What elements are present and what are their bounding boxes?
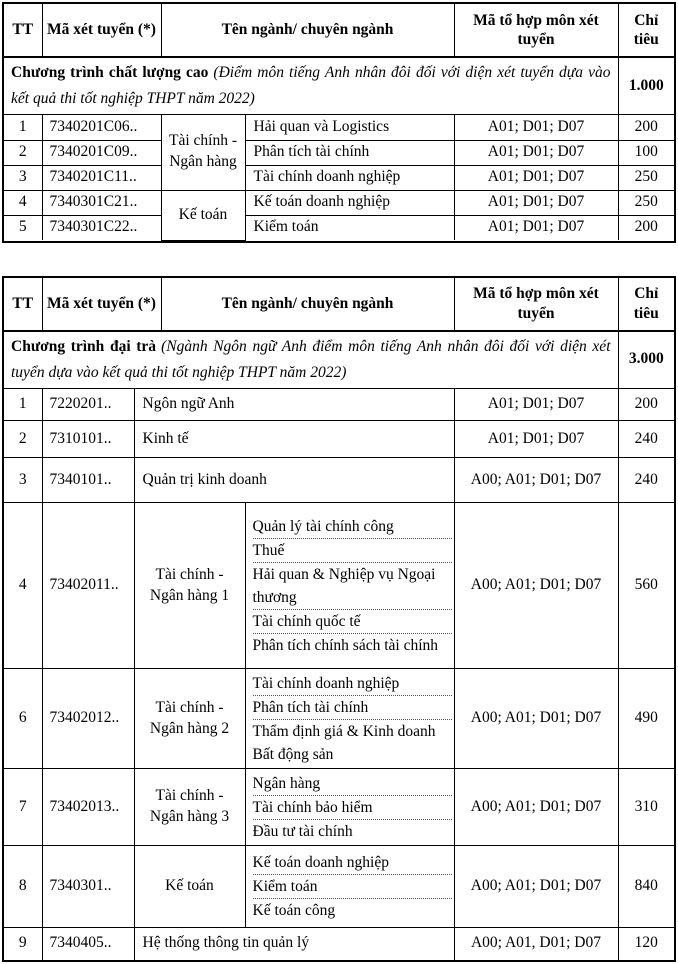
spec-item: Tài chính bảo hiểm — [253, 796, 452, 820]
cell-specializations — [245, 503, 454, 669]
cell-code: 7340201C11.. — [42, 165, 161, 190]
cell-specialization: Kế toán doanh nghiệp — [245, 190, 454, 215]
cell-combo: A00; A01; D01; D07 — [454, 458, 618, 503]
table-row — [4, 115, 674, 140]
cell-combo: A00; A01; D01; D07 — [454, 669, 618, 769]
cell-major-group: Kế toán — [161, 190, 245, 240]
cell-major-name: Ngôn ngữ Anh — [134, 389, 454, 421]
table-row — [4, 503, 674, 669]
cell-combo: A01; D01; D07 — [454, 165, 618, 190]
cell-quota: 240 — [618, 421, 674, 458]
cell-combo: A01; D01; D07 — [454, 140, 618, 165]
cell-major-group: Tài chính - Ngân hàng — [161, 115, 245, 190]
cell-quota: 560 — [618, 503, 674, 669]
cell-combo: A00; A01; D01; D07 — [454, 846, 618, 928]
program-quota: 3.000 — [618, 331, 674, 389]
cell-specialization: Kiểm toán — [245, 215, 454, 240]
cell-tt: 6 — [4, 669, 42, 769]
cell-tt: 9 — [4, 928, 42, 960]
cell-tt: 3 — [4, 458, 42, 503]
cell-quota: 250 — [618, 165, 674, 190]
spec-item: Phân tích tài chính — [253, 696, 452, 720]
cell-code: 7340405.. — [42, 928, 134, 960]
cell-major-group: Tài chính - Ngân hàng 3 — [134, 769, 245, 846]
spec-item: Thẩm định giá & Kinh doanh Bất động sản — [252, 722, 436, 763]
cell-combo: A00; A01; D01; D07 — [454, 503, 618, 669]
spec-item: Kế toán doanh nghiệp — [253, 851, 452, 875]
cell-specializations — [245, 846, 454, 928]
spec-item: Phân tích chính sách tài chính — [252, 636, 439, 654]
spec-item: Hải quan & Nghiệp vụ Ngoại thương — [253, 563, 452, 610]
spec-item: Ngân hàng — [253, 772, 452, 796]
cell-specialization: Phân tích tài chính — [245, 140, 454, 165]
table2-header-row — [4, 278, 674, 331]
cell-code: 7220201.. — [42, 389, 134, 421]
cell-code: 7340101.. — [42, 458, 134, 503]
cell-major-name: Hệ thống thông tin quản lý — [134, 928, 454, 960]
cell-code: 7340301.. — [42, 846, 134, 928]
table2-header-section — [4, 278, 674, 389]
cell-tt: 4 — [4, 190, 42, 215]
spec-item: Tài chính doanh nghiệp — [253, 672, 452, 696]
table2-program-row — [4, 331, 674, 389]
cell-specializations — [245, 669, 454, 769]
cell-quota: 310 — [618, 769, 674, 846]
col-header-tt: TT — [4, 4, 42, 57]
col-header-quota: Chỉ tiêu — [618, 278, 674, 331]
table-row — [4, 458, 674, 503]
cell-quota: 120 — [618, 928, 674, 960]
col-header-combo: Mã tổ hợp môn xét tuyển — [454, 278, 618, 331]
table-high-quality-program — [2, 2, 676, 243]
col-header-code: Mã xét tuyển (*) — [42, 4, 161, 57]
cell-code: 7340201C06.. — [42, 115, 161, 140]
cell-combo: A01; D01; D07 — [454, 215, 618, 240]
cell-code: 73402013.. — [42, 769, 134, 846]
cell-tt: 2 — [4, 140, 42, 165]
cell-tt: 2 — [4, 421, 42, 458]
cell-tt: 4 — [4, 503, 42, 669]
cell-major-name: Quản trị kinh doanh — [134, 458, 454, 503]
cell-combo: A00; A01; D01; D07 — [454, 769, 618, 846]
cell-code: 7340201C09.. — [42, 140, 161, 165]
cell-tt: 5 — [4, 215, 42, 240]
table-row — [4, 190, 674, 215]
table1-header-section — [4, 4, 674, 115]
spec-item: Đầu tư tài chính — [252, 822, 353, 840]
cell-tt: 1 — [4, 115, 42, 140]
cell-quota: 840 — [618, 846, 674, 928]
cell-tt: 8 — [4, 846, 42, 928]
cell-quota: 200 — [618, 389, 674, 421]
col-header-tt: TT — [4, 278, 42, 331]
cell-combo: A00; A01, D01; D07 — [454, 928, 618, 960]
cell-code: 7310101.. — [42, 421, 134, 458]
program-note: (Ngành Ngôn ngữ Anh điểm môn tiếng Anh nhân đôi đối với diện xét tuyển dựa vào kết quả thi tốt nghiệp THPT năm 2022) — [11, 337, 611, 381]
table-row — [4, 421, 674, 458]
spec-item: Quản lý tài chính công — [253, 515, 452, 539]
table-row — [4, 846, 674, 928]
table-row — [4, 165, 674, 190]
col-header-combo: Mã tổ hợp môn xét tuyển — [454, 4, 618, 57]
cell-combo: A01; D01; D07 — [454, 421, 618, 458]
cell-combo: A01; D01; D07 — [454, 389, 618, 421]
table1-program-row — [4, 57, 674, 115]
spec-item: Tài chính quốc tế — [253, 610, 452, 634]
program-name: Chương trình đại trà — [11, 337, 157, 355]
cell-quota: 200 — [618, 115, 674, 140]
col-header-code: Mã xét tuyển (*) — [42, 278, 161, 331]
table-row — [4, 928, 674, 960]
cell-tt: 1 — [4, 389, 42, 421]
spec-item: Thuế — [253, 539, 452, 563]
cell-quota: 200 — [618, 215, 674, 240]
cell-major-group: Tài chính - Ngân hàng 2 — [134, 669, 245, 769]
cell-code: 7340301C22.. — [42, 215, 161, 240]
table-row — [4, 140, 674, 165]
cell-quota: 240 — [618, 458, 674, 503]
spec-item: Kiểm toán — [253, 875, 452, 899]
cell-major-group: Tài chính - Ngân hàng 1 — [134, 503, 245, 669]
program-title-cell — [4, 331, 618, 389]
cell-major-name: Kinh tế — [134, 421, 454, 458]
col-header-name: Tên ngành/ chuyên ngành — [161, 278, 454, 331]
table-row — [4, 215, 674, 240]
table-row — [4, 769, 674, 846]
table1-body-section — [4, 115, 674, 241]
program-name: Chương trình chất lượng cao — [11, 64, 209, 81]
cell-specializations — [245, 769, 454, 846]
cell-specialization: Tài chính doanh nghiệp — [245, 165, 454, 190]
cell-combo: A01; D01; D07 — [454, 115, 618, 140]
program-note: (Điểm môn tiếng Anh nhân đôi đối với diện xét tuyển dựa vào kết quả thi tốt nghiệp THPT năm 2022) — [11, 64, 611, 107]
table-row — [4, 669, 674, 769]
spec-item: Kế toán công — [252, 902, 336, 919]
table-standard-program — [2, 276, 676, 962]
cell-tt: 7 — [4, 769, 42, 846]
table-row — [4, 389, 674, 421]
table1-header-row — [4, 4, 674, 57]
program-title-cell — [4, 57, 618, 115]
cell-tt: 3 — [4, 165, 42, 190]
table2-body-section — [4, 389, 674, 960]
cell-major-group: Kế toán — [134, 846, 245, 928]
cell-code: 73402012.. — [42, 669, 134, 769]
cell-combo: A01; D01; D07 — [454, 190, 618, 215]
col-header-quota: Chỉ tiêu — [618, 4, 674, 57]
program-quota: 1.000 — [618, 57, 674, 115]
cell-quota: 250 — [618, 190, 674, 215]
col-header-name: Tên ngành/ chuyên ngành — [161, 4, 454, 57]
cell-quota: 100 — [618, 140, 674, 165]
cell-quota: 490 — [618, 669, 674, 769]
cell-code: 73402011.. — [42, 503, 134, 669]
cell-specialization: Hải quan và Logistics — [245, 115, 454, 140]
spacer — [2, 243, 676, 276]
cell-code: 7340301C21.. — [42, 190, 161, 215]
